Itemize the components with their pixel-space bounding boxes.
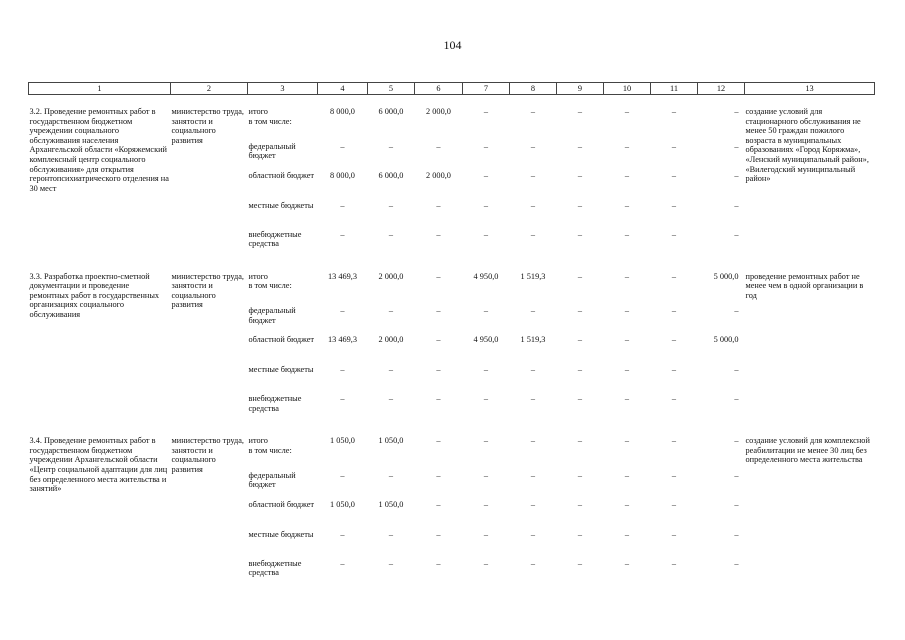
- funding-source-label: в том числе:: [248, 116, 292, 126]
- funding-source-label: внебюджетные средства: [248, 394, 302, 413]
- value-cell: –: [436, 271, 441, 281]
- page-number: 104: [443, 38, 462, 52]
- value-cell: –: [388, 200, 394, 210]
- value-cell: [651, 117, 698, 142]
- value-cell: –: [734, 170, 739, 180]
- value-cell: –: [734, 229, 739, 239]
- value-cell: 1 050,0: [330, 436, 355, 446]
- executor-cell: министерство труда, занятости и социального развития: [171, 107, 244, 145]
- value-cell: –: [671, 436, 677, 446]
- value-cell: –: [734, 436, 739, 446]
- value-cell: –: [530, 394, 536, 404]
- funding-source-label: областной бюджет: [248, 499, 315, 509]
- value-cell: 1 519,3: [520, 271, 546, 281]
- value-cell: –: [483, 499, 489, 509]
- value-cell: 1 519,3: [520, 335, 546, 345]
- funding-source-label: в том числе:: [248, 445, 292, 455]
- value-cell: –: [483, 229, 489, 239]
- value-cell: 6 000,0: [378, 170, 404, 180]
- value-cell: –: [577, 271, 583, 281]
- value-cell: –: [624, 335, 630, 345]
- value-cell: [557, 281, 604, 306]
- value-cell: –: [436, 335, 441, 345]
- value-cell: –: [624, 499, 630, 509]
- value-cell: –: [483, 107, 489, 116]
- value-cell: –: [388, 529, 394, 539]
- value-cell: –: [530, 436, 536, 446]
- value-cell: –: [671, 200, 677, 210]
- value-cell: –: [671, 499, 677, 509]
- value-cell: –: [530, 470, 536, 480]
- value-cell: –: [436, 529, 441, 539]
- value-cell: –: [388, 365, 394, 375]
- value-cell: 5 000,0: [713, 271, 739, 281]
- value-cell: –: [483, 365, 489, 375]
- value-cell: –: [483, 306, 489, 316]
- program-table: [28, 82, 875, 589]
- value-cell: –: [530, 529, 536, 539]
- value-cell: –: [624, 229, 630, 239]
- value-cell: 2 000,0: [426, 170, 451, 180]
- expected-result: создание условий для стационарного обслуживания не менее 50 граждан пожилого возраста в муниципальных образованиях «Город Коряжма», «Ленский муниципальный район», «Вилегодский муниципальный район»: [745, 107, 869, 184]
- value-cell: 2 000,0: [378, 335, 404, 345]
- value-cell: 2 000,0: [426, 107, 451, 116]
- value-cell: –: [577, 335, 583, 345]
- value-cell: –: [624, 394, 630, 404]
- value-cell: [318, 117, 368, 142]
- value-cell: –: [436, 558, 441, 568]
- value-cell: –: [388, 141, 394, 151]
- value-cell: [415, 281, 463, 306]
- value-cell: 4 950,0: [473, 271, 499, 281]
- value-cell: 5 000,0: [713, 335, 739, 345]
- value-cell: –: [436, 470, 441, 480]
- value-cell: [368, 117, 415, 142]
- funding-source-label: областной бюджет: [248, 170, 315, 180]
- funding-source-label: местные бюджеты: [248, 365, 314, 375]
- value-cell: –: [624, 529, 630, 539]
- table-body: [29, 95, 875, 589]
- value-cell: –: [530, 306, 536, 316]
- value-cell: –: [624, 558, 630, 568]
- value-cell: [557, 446, 604, 471]
- value-cell: [510, 281, 557, 306]
- funding-source-label: итого: [248, 271, 268, 281]
- value-cell: –: [340, 365, 345, 375]
- value-cell: –: [340, 306, 345, 316]
- value-cell: –: [624, 436, 630, 446]
- value-cell: –: [530, 141, 536, 151]
- value-cell: [604, 117, 651, 142]
- expected-result: проведение ремонтных работ не менее чем в одной организации в год: [745, 271, 864, 300]
- executor-cell: министерство труда, занятости и социального развития: [171, 436, 244, 474]
- value-cell: –: [340, 529, 345, 539]
- value-cell: –: [388, 306, 394, 316]
- table-row: [29, 424, 875, 446]
- value-cell: –: [483, 470, 489, 480]
- value-cell: –: [483, 436, 489, 446]
- value-cell: –: [530, 558, 536, 568]
- value-cell: 1 050,0: [378, 436, 404, 446]
- value-cell: –: [340, 394, 345, 404]
- value-cell: [415, 117, 463, 142]
- column-header: 4: [318, 83, 368, 95]
- value-cell: –: [671, 229, 677, 239]
- value-cell: [698, 446, 745, 471]
- funding-source-label: в том числе:: [248, 281, 292, 291]
- value-cell: –: [624, 107, 630, 116]
- funding-source-label: итого: [248, 436, 268, 446]
- value-cell: [463, 446, 510, 471]
- value-cell: 4 950,0: [473, 335, 499, 345]
- value-cell: –: [388, 558, 394, 568]
- value-cell: –: [483, 558, 489, 568]
- header-row: [29, 83, 875, 95]
- value-cell: 8 000,0: [330, 170, 355, 180]
- value-cell: –: [436, 436, 441, 446]
- column-header: 11: [651, 83, 698, 95]
- value-cell: –: [577, 229, 583, 239]
- value-cell: [604, 281, 651, 306]
- funding-source-label: областной бюджет: [248, 335, 315, 345]
- value-cell: –: [388, 229, 394, 239]
- column-header: 1: [29, 83, 171, 95]
- column-header: 13: [745, 83, 875, 95]
- column-header: 8: [510, 83, 557, 95]
- value-cell: –: [734, 141, 739, 151]
- value-cell: [463, 281, 510, 306]
- value-cell: –: [388, 470, 394, 480]
- measure-title: 3.3. Разработка проектно-сметной документации и проведение ремонтных работ в государственных организациях социального обслуживания: [29, 271, 160, 319]
- value-cell: –: [340, 229, 345, 239]
- value-cell: 8 000,0: [330, 107, 355, 116]
- value-cell: –: [624, 141, 630, 151]
- executor-cell: министерство труда, занятости и социального развития: [171, 271, 244, 310]
- expected-result: создание условий для комплексной реабилитации не менее 30 лиц без определенного места жительства: [745, 436, 870, 465]
- value-cell: –: [671, 529, 677, 539]
- value-cell: –: [436, 229, 441, 239]
- value-cell: –: [671, 365, 677, 375]
- measure-title: 3.4. Проведение ремонтных работ в государственном бюджетном учреждении Архангельской области «Центр социальной адаптации для лиц без определенного места жительства и занятий»: [29, 436, 168, 494]
- value-cell: –: [577, 394, 583, 404]
- value-cell: [651, 281, 698, 306]
- funding-source-label: федеральный бюджет: [248, 306, 296, 325]
- value-cell: –: [577, 365, 583, 375]
- value-cell: –: [483, 394, 489, 404]
- value-cell: –: [577, 529, 583, 539]
- value-cell: –: [577, 499, 583, 509]
- value-cell: [698, 281, 745, 306]
- value-cell: –: [577, 558, 583, 568]
- value-cell: [651, 446, 698, 471]
- value-cell: –: [734, 306, 739, 316]
- value-cell: –: [530, 200, 536, 210]
- value-cell: –: [483, 529, 489, 539]
- value-cell: [368, 446, 415, 471]
- value-cell: –: [436, 141, 441, 151]
- column-header: 9: [557, 83, 604, 95]
- value-cell: –: [340, 558, 345, 568]
- value-cell: –: [734, 200, 739, 210]
- column-header: 10: [604, 83, 651, 95]
- value-cell: –: [624, 200, 630, 210]
- value-cell: –: [483, 170, 489, 180]
- value-cell: 13 469,3: [327, 335, 358, 345]
- value-cell: –: [671, 271, 677, 281]
- measure-title: 3.2. Проведение ремонтных работ в государственном бюджетном учреждении социального обслуживания населения Архангельской области «Коряжемский комплексный центр социального обслуживания» для открытия геронтопсихиатрического отделения на 30 мест: [29, 107, 169, 193]
- value-cell: –: [624, 365, 630, 375]
- value-cell: –: [436, 200, 441, 210]
- column-header: 3: [248, 83, 318, 95]
- value-cell: –: [671, 470, 677, 480]
- column-header: 5: [368, 83, 415, 95]
- value-cell: [604, 446, 651, 471]
- value-cell: –: [530, 229, 536, 239]
- value-cell: –: [624, 170, 630, 180]
- value-cell: –: [671, 335, 677, 345]
- value-cell: 1 050,0: [330, 499, 355, 509]
- funding-source-label: местные бюджеты: [248, 529, 314, 539]
- value-cell: –: [624, 306, 630, 316]
- value-cell: –: [530, 365, 536, 375]
- value-cell: –: [734, 394, 739, 404]
- value-cell: –: [577, 306, 583, 316]
- value-cell: [510, 446, 557, 471]
- funding-source-label: федеральный бюджет: [248, 141, 296, 161]
- funding-source-label: федеральный бюджет: [248, 470, 296, 490]
- value-cell: –: [530, 107, 536, 116]
- value-cell: –: [671, 306, 677, 316]
- value-cell: [510, 117, 557, 142]
- table-row: [29, 260, 875, 282]
- value-cell: –: [577, 470, 583, 480]
- column-header: 6: [415, 83, 463, 95]
- value-cell: –: [340, 141, 345, 151]
- table-row: [29, 95, 875, 117]
- value-cell: –: [436, 365, 441, 375]
- value-cell: 2 000,0: [378, 271, 404, 281]
- value-cell: [318, 281, 368, 306]
- value-cell: –: [734, 499, 739, 509]
- value-cell: –: [577, 436, 583, 446]
- value-cell: –: [436, 306, 441, 316]
- value-cell: [557, 117, 604, 142]
- value-cell: –: [340, 200, 345, 210]
- value-cell: –: [530, 170, 536, 180]
- value-cell: 13 469,3: [327, 271, 358, 281]
- value-cell: –: [734, 107, 739, 116]
- value-cell: –: [671, 558, 677, 568]
- value-cell: –: [483, 141, 489, 151]
- value-cell: –: [734, 365, 739, 375]
- value-cell: –: [577, 170, 583, 180]
- value-cell: –: [577, 200, 583, 210]
- value-cell: –: [671, 141, 677, 151]
- value-cell: –: [577, 141, 583, 151]
- value-cell: [318, 446, 368, 471]
- value-cell: –: [671, 394, 677, 404]
- value-cell: [415, 446, 463, 471]
- value-cell: –: [388, 394, 394, 404]
- value-cell: –: [530, 499, 536, 509]
- value-cell: [698, 117, 745, 142]
- value-cell: –: [577, 107, 583, 116]
- value-cell: –: [734, 470, 739, 480]
- value-cell: [463, 117, 510, 142]
- funding-source-label: итого: [248, 107, 268, 116]
- value-cell: 6 000,0: [378, 107, 404, 116]
- column-header: 7: [463, 83, 510, 95]
- value-cell: [368, 281, 415, 306]
- value-cell: 1 050,0: [378, 499, 404, 509]
- value-cell: –: [671, 107, 677, 116]
- column-header: 2: [171, 83, 248, 95]
- value-cell: –: [734, 558, 739, 568]
- value-cell: –: [624, 271, 630, 281]
- column-header: 12: [698, 83, 745, 95]
- funding-source-label: внебюджетные средства: [248, 229, 302, 249]
- value-cell: –: [483, 200, 489, 210]
- funding-source-label: местные бюджеты: [248, 200, 314, 210]
- value-cell: –: [340, 470, 345, 480]
- value-cell: –: [671, 170, 677, 180]
- value-cell: –: [734, 529, 739, 539]
- value-cell: –: [436, 499, 441, 509]
- value-cell: –: [436, 394, 441, 404]
- value-cell: –: [624, 470, 630, 480]
- funding-source-label: внебюджетные средства: [248, 558, 302, 578]
